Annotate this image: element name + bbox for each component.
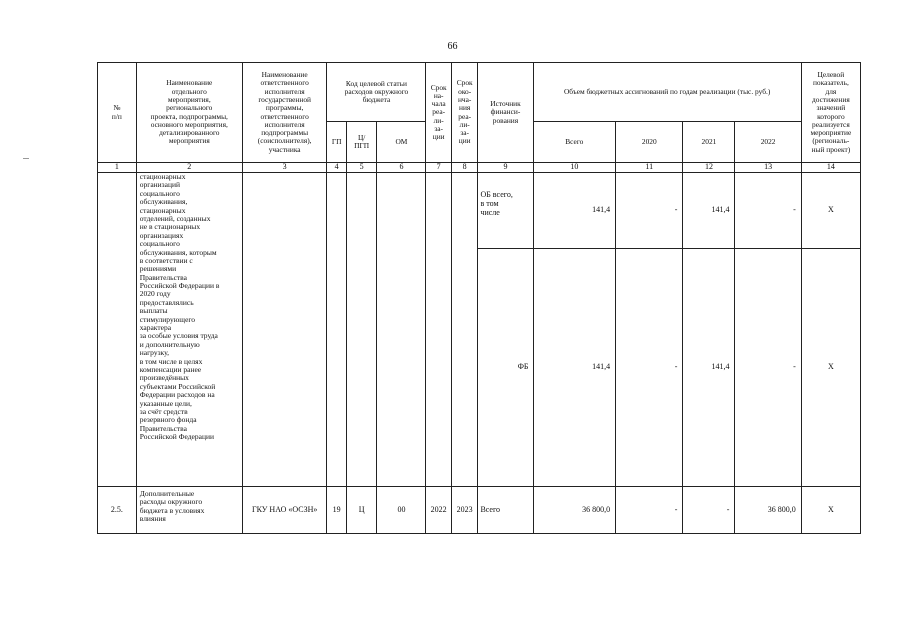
header-year-2020: 2020 [616,122,683,163]
end-year: 2023 [451,487,478,534]
column-number: 12 [683,163,735,173]
value-2021: - [683,487,735,534]
measure-description: стационарных организаций социального обслуживания, стационарных отделений, созданных не в стационарных организациях социального обслуживания, которым в соответствии с решениями Правительства Российской Федерации в 2020 году предоставлялись выплаты стимулирующего характера за особые условия труда и дополнительную нагрузку, в том числе в целях компенсации ранее произведённых субъектами Российской Федерации расходов на указанные цели, за счёт средств резервного фонда Правительства Российской Федерации [136,173,242,487]
code-gp-cell [327,173,346,487]
value-2022: - [735,249,801,487]
target-indicator-value: Х [801,249,860,487]
header-budget-code: Код целевой статьи расходов окружного бюджета [327,63,426,122]
measure-description: Дополнительные расходы окружного бюджета в условиях влияния [136,487,242,534]
total-value: 36 800,0 [533,487,616,534]
column-number: 3 [242,163,327,173]
header-measure-name: Наименование отдельного мероприятия, регионального проекта, подпрограммы, основного мероприятия, детализированного мероприятия [136,63,242,163]
table-row [98,487,861,534]
header-code-om: ОМ [377,122,426,163]
table-row [98,173,861,249]
header-budget-volume: Объем бюджетных ассигнований по годам реализации (тыс. руб.) [533,63,801,122]
header-start-term: Срок на- чала реа- ли- за- ции [426,63,452,163]
column-number: 9 [478,163,533,173]
header-year-2022: 2022 [735,122,801,163]
value-2022: - [735,173,801,249]
column-number: 13 [735,163,801,173]
executor-name: ГКУ НАО «ОСЗН» [242,487,327,534]
header-number: № п/п [98,63,137,163]
column-number: 4 [327,163,346,173]
column-number: 7 [426,163,452,173]
header-executor: Наименование ответственного исполнителя государственной программы, ответственного исполнителя подпрограммы (соисполнителя), участника [242,63,327,163]
page-number: 66 [447,41,458,52]
header-code-pgp: Ц/ ПГП [346,122,377,163]
value-2022: 36 800,0 [735,487,801,534]
header-end-term: Срок око- нча- ния реа- ли- за- ции [451,63,478,163]
header-total: Всего [533,122,616,163]
value-2021: 141,4 [683,173,735,249]
budget-allocation-table [97,62,861,534]
total-value: 141,4 [533,249,616,487]
value-2020: - [616,487,683,534]
target-indicator-value: Х [801,173,860,249]
start-year: 2022 [426,487,452,534]
code-om-cell [377,173,426,487]
column-number: 5 [346,163,377,173]
column-number: 11 [616,163,683,173]
row-number-cell [98,173,137,487]
column-number: 10 [533,163,616,173]
column-number: 1 [98,163,137,173]
code-pgp: Ц [346,487,377,534]
header-code-gp: ГП [327,122,346,163]
end-term-cell [451,173,478,487]
header-target-indicator: Целевой показатель, для достижения значений которого реализуется мероприятие (региональ- ный проект) [801,63,860,163]
value-2020: - [616,173,683,249]
code-gp: 19 [327,487,346,534]
total-value: 141,4 [533,173,616,249]
funding-source-federal: ФБ [478,249,533,487]
column-number: 6 [377,163,426,173]
start-term-cell [426,173,452,487]
funding-source-regional: ОБ всего, в том числе [478,173,533,249]
header-year-2021: 2021 [683,122,735,163]
row-number: 2.5. [98,487,137,534]
funding-source: Всего [478,487,533,534]
header-funding-source: Источник финанси- рования [478,63,533,163]
margin-mark [23,158,29,159]
value-2021: 141,4 [683,249,735,487]
column-number: 14 [801,163,860,173]
column-number: 8 [451,163,478,173]
executor-cell [242,173,327,487]
column-number: 2 [136,163,242,173]
target-indicator-value: Х [801,487,860,534]
code-pgp-cell [346,173,377,487]
value-2020: - [616,249,683,487]
code-om: 00 [377,487,426,534]
